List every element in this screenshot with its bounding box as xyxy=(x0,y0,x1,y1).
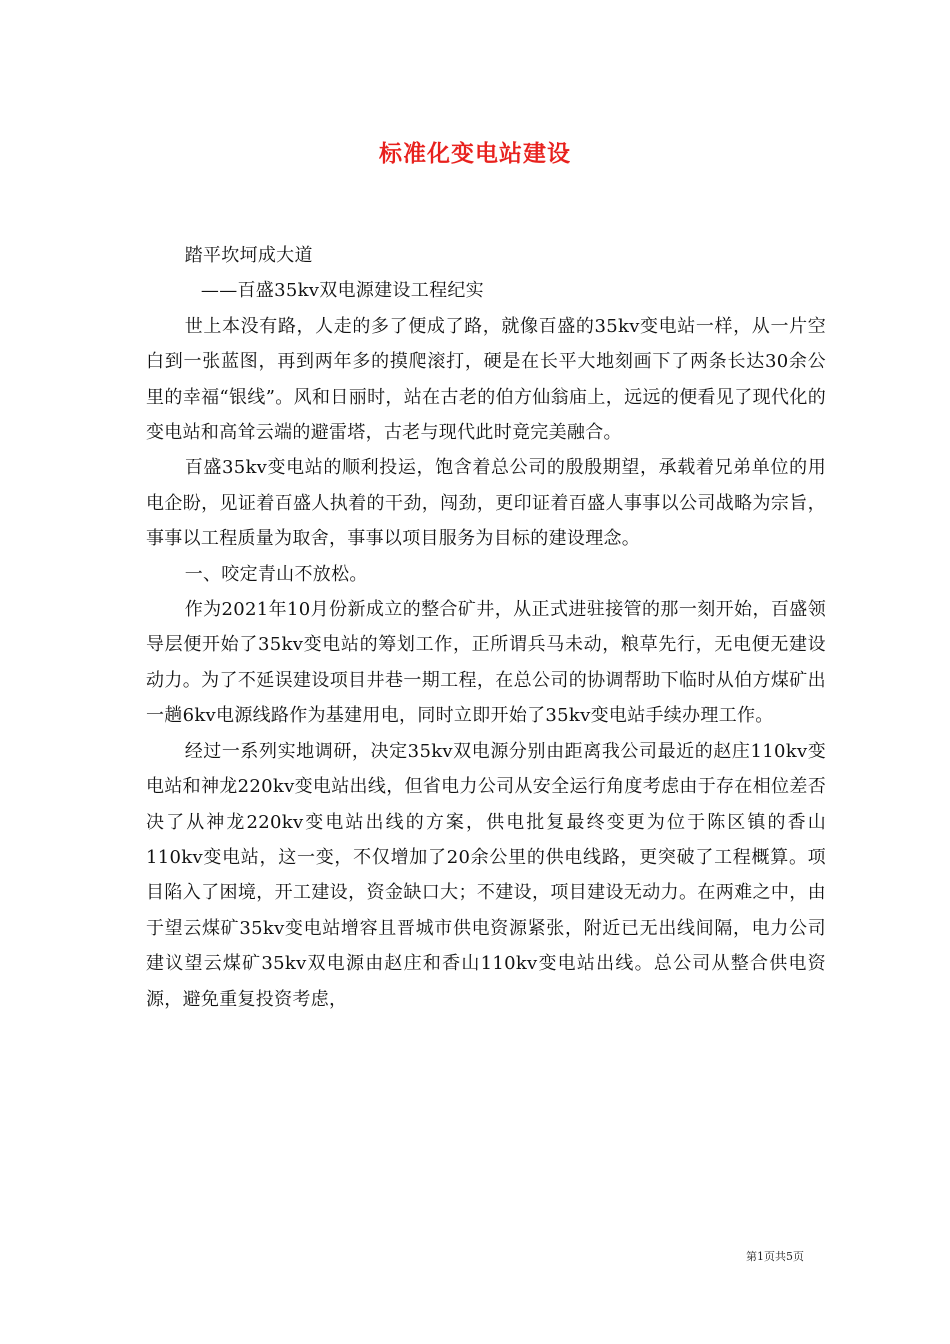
paragraph-section-2: 经过一系列实地调研，决定35kv双电源分别由距离我公司最近的赵庄110kv变电站和神龙220kv变电站出线，但省电力公司从安全运行角度考虑由于存在相位差否决了从神龙220kv变电站出线的方案，供电批复最终变更为位于陈区镇的香山110kv变电站，这一变，不仅增加了20余公里的供电线路，更突破了工程概算。项目陷入了困境，开工建设，资金缺口大；不建设，项目建设无动力。在两难之中，由于望云煤矿35kv变电站增容且晋城市供电资源紧张，附近已无出线间隔，电力公司建议望云煤矿35kv双电源由赵庄和香山110kv变电站出线。总公司从整合供电资源，避免重复投资考虑， xyxy=(146,740,826,1010)
page-title: 标准化变电站建设 xyxy=(379,140,571,167)
page-number: 第1页共5页 xyxy=(746,1250,804,1263)
paragraph-significance: 百盛35kv变电站的顺利投运，饱含着总公司的殷殷期望，承载着兄弟单位的用电企盼，见证着百盛人执着的干劲，闯劲，更印证着百盛人事事以公司战略为宗旨，事事以工程质量为取舍，事事以项目服务为目标的建设理念。 xyxy=(146,457,826,550)
article-dateline: ——百盛35kv双电源建设工程纪实 xyxy=(200,280,484,302)
paragraph-intro: 世上本没有路，人走的多了便成了路，就像百盛的35kv变电站一样，从一片空白到一张蓝图，再到两年多的摸爬滚打，硬是在长平大地刻画下了两条长达30余公里的幸福“银线”。风和日丽时，站在古老的伯方仙翁庙上，远远的便看见了现代化的变电站和高耸云端的避雷塔，古老与现代此时竟完美融合。 xyxy=(146,315,826,444)
document-body xyxy=(146,238,826,1017)
paragraph-section-1: 作为2021年10月份新成立的整合矿井，从正式进驻接管的那一刻开始，百盛领导层便开始了35kv变电站的筹划工作，正所谓兵马未动，粮草先行，无电便无建设动力。为了不延误建设项目井巷一期工程，在总公司的协调帮助下临时从伯方煤矿出一趟6kv电源线路作为基建用电，同时立即开始了35kv变电站手续办理工作。 xyxy=(146,599,826,727)
article-subtitle: 踏平坎坷成大道 xyxy=(184,245,313,266)
section-heading: 一、咬定青山不放松。 xyxy=(184,563,368,585)
